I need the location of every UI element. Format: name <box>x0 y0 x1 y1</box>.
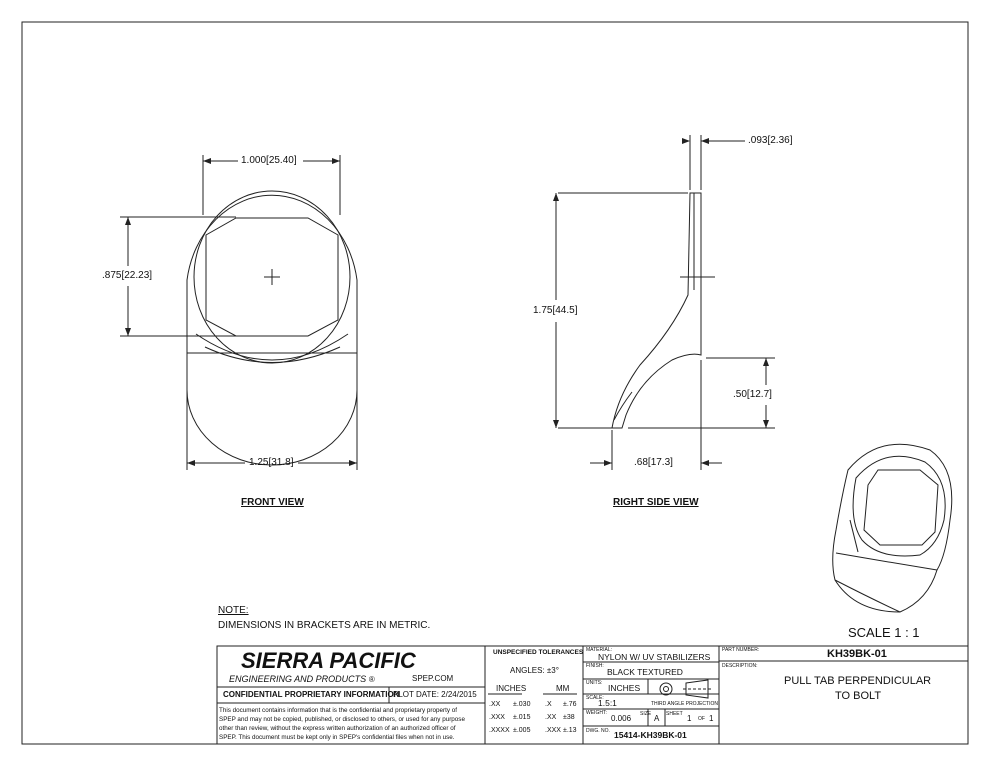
part-number-label: PART NUMBER: <box>722 647 760 653</box>
side-thickness-dim: .093[2.36] <box>748 135 793 146</box>
sheet-total: 1 <box>709 714 714 723</box>
mm-heading: MM <box>556 684 570 693</box>
projection-label: THIRD ANGLE PROJECTION <box>651 701 718 707</box>
part-number-value: KH39BK-01 <box>827 648 887 660</box>
tolerance-row: .XX ±.030 .X ±.76 <box>489 701 577 708</box>
tolerance-row: .XXXX ±.005 .XXX ±.13 <box>489 727 577 734</box>
units-value: INCHES <box>608 683 641 693</box>
side-depth-dim: .68[17.3] <box>634 457 673 468</box>
weight-value: 0.006 <box>611 714 632 723</box>
units-label: UNITS: <box>586 680 603 686</box>
isometric-view-drawing <box>833 444 952 612</box>
side-height-dim: 1.75[44.5] <box>533 305 578 316</box>
weight-label: WEIGHT: <box>586 710 607 716</box>
size-label: SIZE <box>640 711 652 717</box>
description-line-1: PULL TAB PERPENDICULAR <box>784 675 932 687</box>
note-title: NOTE: <box>218 605 249 616</box>
material-value: NYLON W/ UV STABILIZERS <box>598 652 711 662</box>
side-view-arrows <box>553 138 769 466</box>
finish-value: BLACK TEXTURED <box>607 667 683 677</box>
description-label: DESCRIPTION: <box>722 663 758 669</box>
finish-label: FINISH: <box>586 663 604 669</box>
confidential-line: This document contains information that is the confidential and proprietary property of <box>219 707 458 714</box>
plot-date: PLOT DATE: 2/24/2015 <box>393 690 477 699</box>
dwg-no-value: 15414-KH39BK-01 <box>614 730 687 740</box>
note-text: DIMENSIONS IN BRACKETS ARE IN METRIC. <box>218 620 431 631</box>
scale-label: SCALE 1 : 1 <box>848 625 920 640</box>
front-view-drawing <box>120 155 357 470</box>
scale-value: 1.5:1 <box>598 698 617 708</box>
confidential-line: SPEP and may not be copied, published, or disclosed to others, or used for any purpose <box>219 716 465 723</box>
sheet-value: 1 <box>687 714 692 723</box>
company-subtitle: ENGINEERING AND PRODUCTS ® <box>229 674 375 684</box>
confidential-heading: CONFIDENTIAL PROPRIETARY INFORMATION <box>223 690 400 699</box>
confidential-line: other than review, without the express written authorization of an authorized officer of <box>219 725 456 732</box>
company-name: SIERRA PACIFIC <box>241 648 416 673</box>
sheet-label: SHEET <box>666 711 683 717</box>
scale-field-label: SCALE: <box>586 695 604 701</box>
size-value: A <box>654 714 660 723</box>
inches-heading: INCHES <box>496 684 527 693</box>
dwg-no-label: DWG. NO. <box>586 728 610 734</box>
registered-mark: ® <box>368 675 375 684</box>
tolerance-row: .XXX ±.015 .XX ±38 <box>489 714 575 721</box>
side-lower-dim: .50[12.7] <box>733 389 772 400</box>
front-view-label: FRONT VIEW <box>241 497 304 508</box>
front-base-dim: 1.25[31.8] <box>249 457 294 468</box>
company-website: SPEP.COM <box>412 674 454 683</box>
front-height-dim: .875[22.23] <box>102 270 153 281</box>
front-view-arrows <box>125 155 357 466</box>
tolerance-table <box>489 698 577 737</box>
confidential-line: SPEP. This document must be kept only in SPEP's confidential files when not in use. <box>219 734 455 741</box>
front-width-dim: 1.000[25.40] <box>241 155 297 166</box>
confidential-notice <box>219 706 465 742</box>
side-view-drawing <box>556 135 775 470</box>
tolerances-heading: UNSPECIFIED TOLERANCES <box>493 649 584 656</box>
side-view-label: RIGHT SIDE VIEW <box>613 497 699 508</box>
of-label: OF <box>698 716 705 722</box>
material-label: MATERIAL: <box>586 647 613 653</box>
angles-tolerance: ANGLES: ±3° <box>510 666 559 675</box>
description-line-2: TO BOLT <box>835 690 882 702</box>
